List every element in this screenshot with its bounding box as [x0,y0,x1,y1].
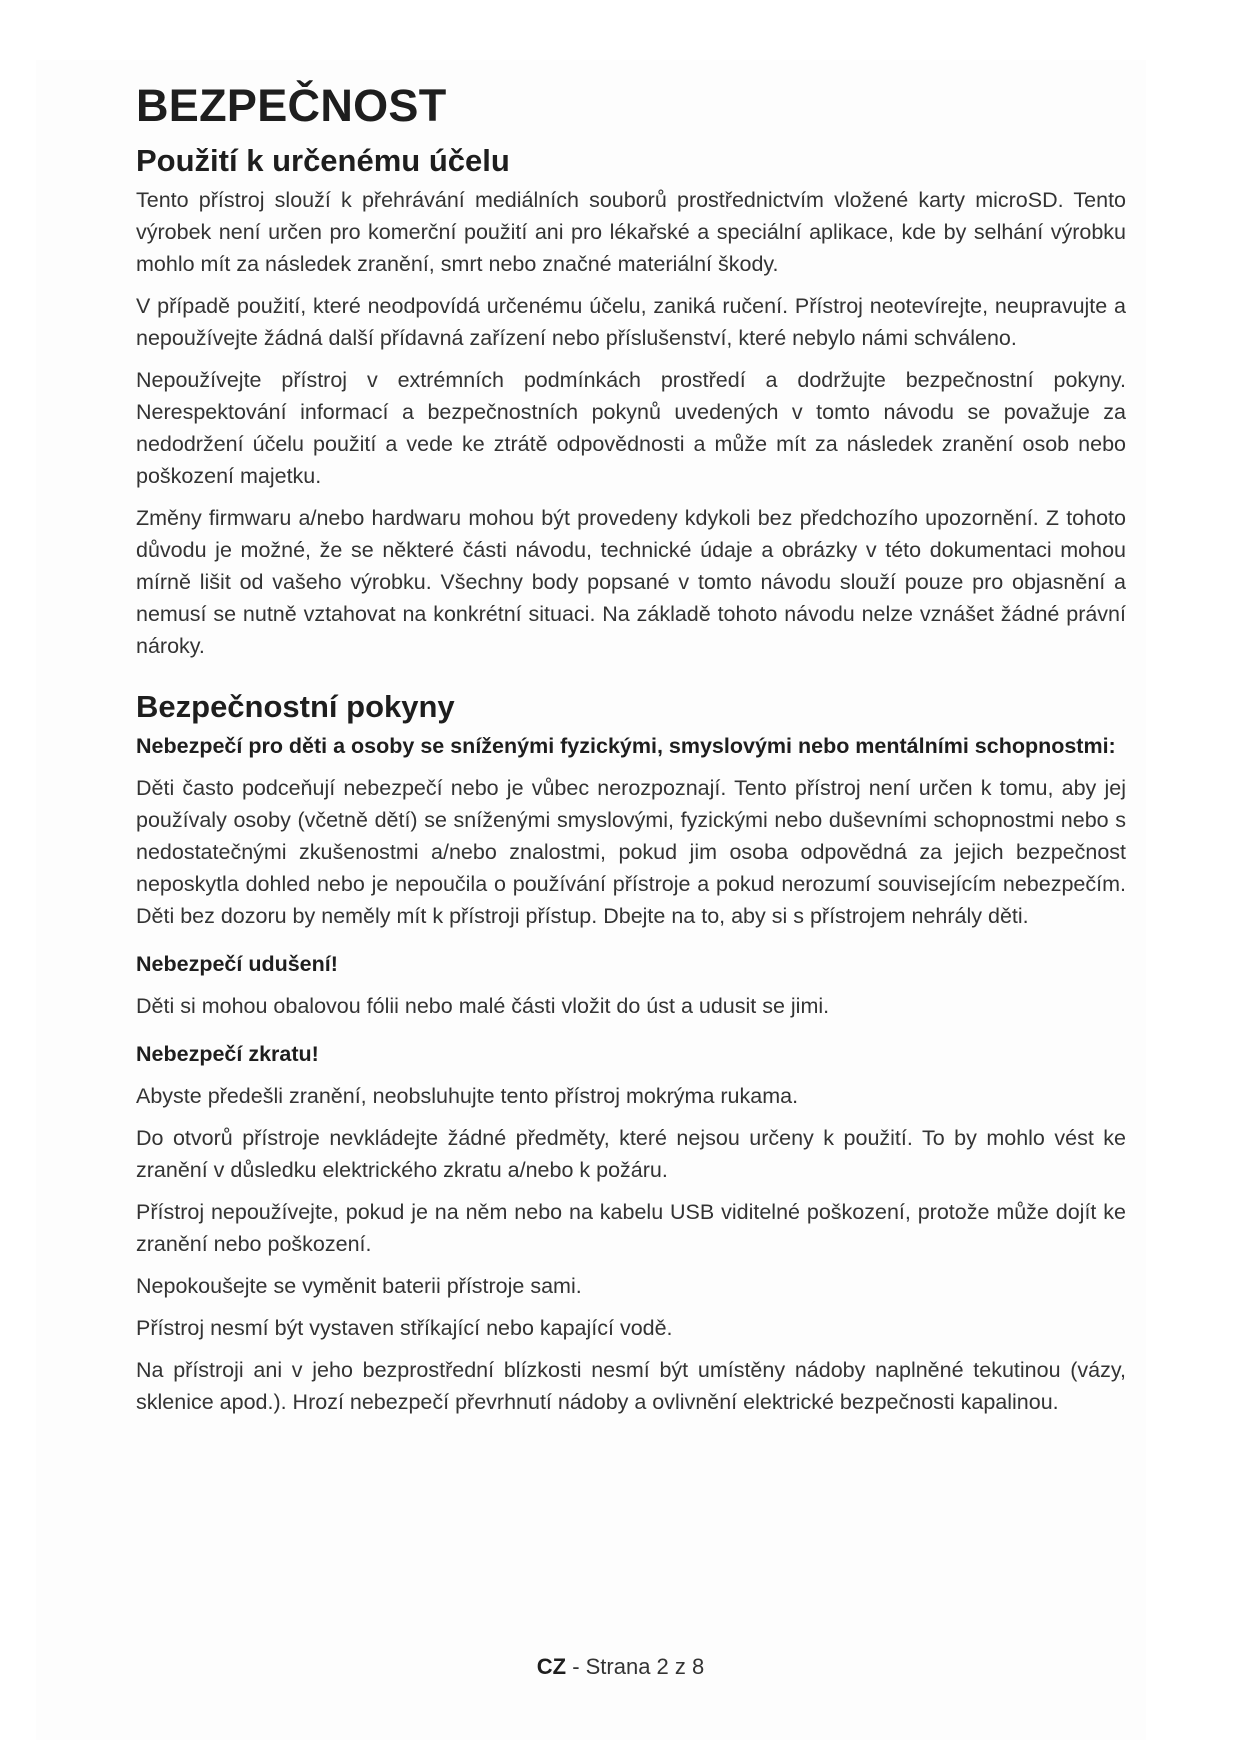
document-content [136,78,1126,1428]
short-circuit-paragraph-4: Nepokoušejte se vyměnit baterii přístroje sami. [136,1274,582,1298]
suffocation-paragraph: Děti si mohou obalovou fólii nebo malé části vložit do úst a udusit se jimi. [136,994,830,1018]
short-circuit-paragraph-1: Abyste předešli zranění, neobsluhujte tento přístroj mokrýma rukama. [136,1084,799,1108]
intended-use-paragraph-2: V případě použití, které neodpovídá určenému účelu, zaniká ručení. Přístroj neotevírejte, neupravujte a nepoužívejte žádná další přídavná zařízení nebo příslušenství, které nebylo námi schváleno. [136,294,1126,350]
intended-use-paragraph-1: Tento přístroj slouží k přehrávání mediálních souborů prostřednictvím vložené karty microSD. Tento výrobek není určen pro komerční použití ani pro lékařské a speciální aplikace, kde by selhání výrobku mohlo mít za následek zranění, smrt nebo značné materiální škody. [136,188,1126,276]
intended-use-paragraph-3: Nepoužívejte přístroj v extrémních podmínkách prostředí a dodržujte bezpečnostní pokyny. Nerespektování informací a bezpečnostních pokynů uvedených v tomto návodu se považuje za nedodržení účelu použití a vede ke ztrátě odpovědnosti a může mít za následek zranění osob nebo poškození majetku. [136,368,1126,488]
intended-use-paragraph-4: Změny firmwaru a/nebo hardwaru mohou být provedeny kdykoli bez předchozího upozornění. Z tohoto důvodu je možné, že se některé části návodu, technické údaje a obrázky v této dokumentaci mohou mírně lišit od vašeho výrobku. Všechny body popsané v tomto návodu slouží pouze pro objasnění a nemusí se nutně vztahovat na konkrétní situaci. Na základě tohoto návodu nelze vznášet žádné právní nároky. [136,506,1126,658]
section-heading-safety-instructions: Bezpečnostní pokyny [136,689,455,724]
short-circuit-paragraph-5: Přístroj nesmí být vystaven stříkající nebo kapající vodě. [136,1316,673,1340]
footer-language-code: CZ [536,1654,567,1679]
short-circuit-paragraph-3: Přístroj nepoužívejte, pokud je na něm nebo na kabelu USB viditelné poškození, protože může dojít ke zranění nebo poškození. [136,1200,1126,1256]
page-title: BEZPEČNOST [136,80,447,131]
subheading-short-circuit: Nebezpečí zkratu! [136,1042,319,1066]
subheading-children-danger: Nebezpečí pro děti a osoby se sníženými fyzickými, smyslovými nebo mentálními schopnostmi: [136,734,1116,758]
section-heading-intended-use: Použití k určenému účelu [136,143,510,178]
short-circuit-paragraph-6: Na přístroji ani v jeho bezprostřední blízkosti nesmí být umístěny nádoby naplněné tekutinou (vázy, sklenice apod.). Hrozí nebezpečí převrhnutí nádoby a ovlivnění elektrické bezpečnosti kapalinou. [136,1358,1126,1414]
children-danger-paragraph: Děti často podceňují nebezpečí nebo je vůbec nerozpoznají. Tento přístroj není určen k tomu, aby jej používaly osoby (včetně dětí) se sníženými smyslovými, fyzickými nebo duševními schopnostmi nebo s nedostatečnými zkušenostmi a/nebo znalostmi, pokud jim osoba odpovědná za jejich bezpečnost neposkytla dohled nebo je nepoučila o používání přístroje a pokud nerozumí souvisejícím nebezpečím. Děti bez dozoru by neměly mít k přístroji přístup. Dbejte na to, aby si s přístrojem nehrály děti. [136,776,1126,928]
footer-page-number: - Strana 2 z 8 [572,1654,705,1679]
page-footer [0,1654,1241,1680]
subheading-suffocation: Nebezpečí udušení! [136,952,338,976]
short-circuit-paragraph-2: Do otvorů přístroje nevkládejte žádné předměty, které nejsou určeny k použití. To by mohlo vést ke zranění v důsledku elektrického zkratu a/nebo k požáru. [136,1126,1126,1182]
